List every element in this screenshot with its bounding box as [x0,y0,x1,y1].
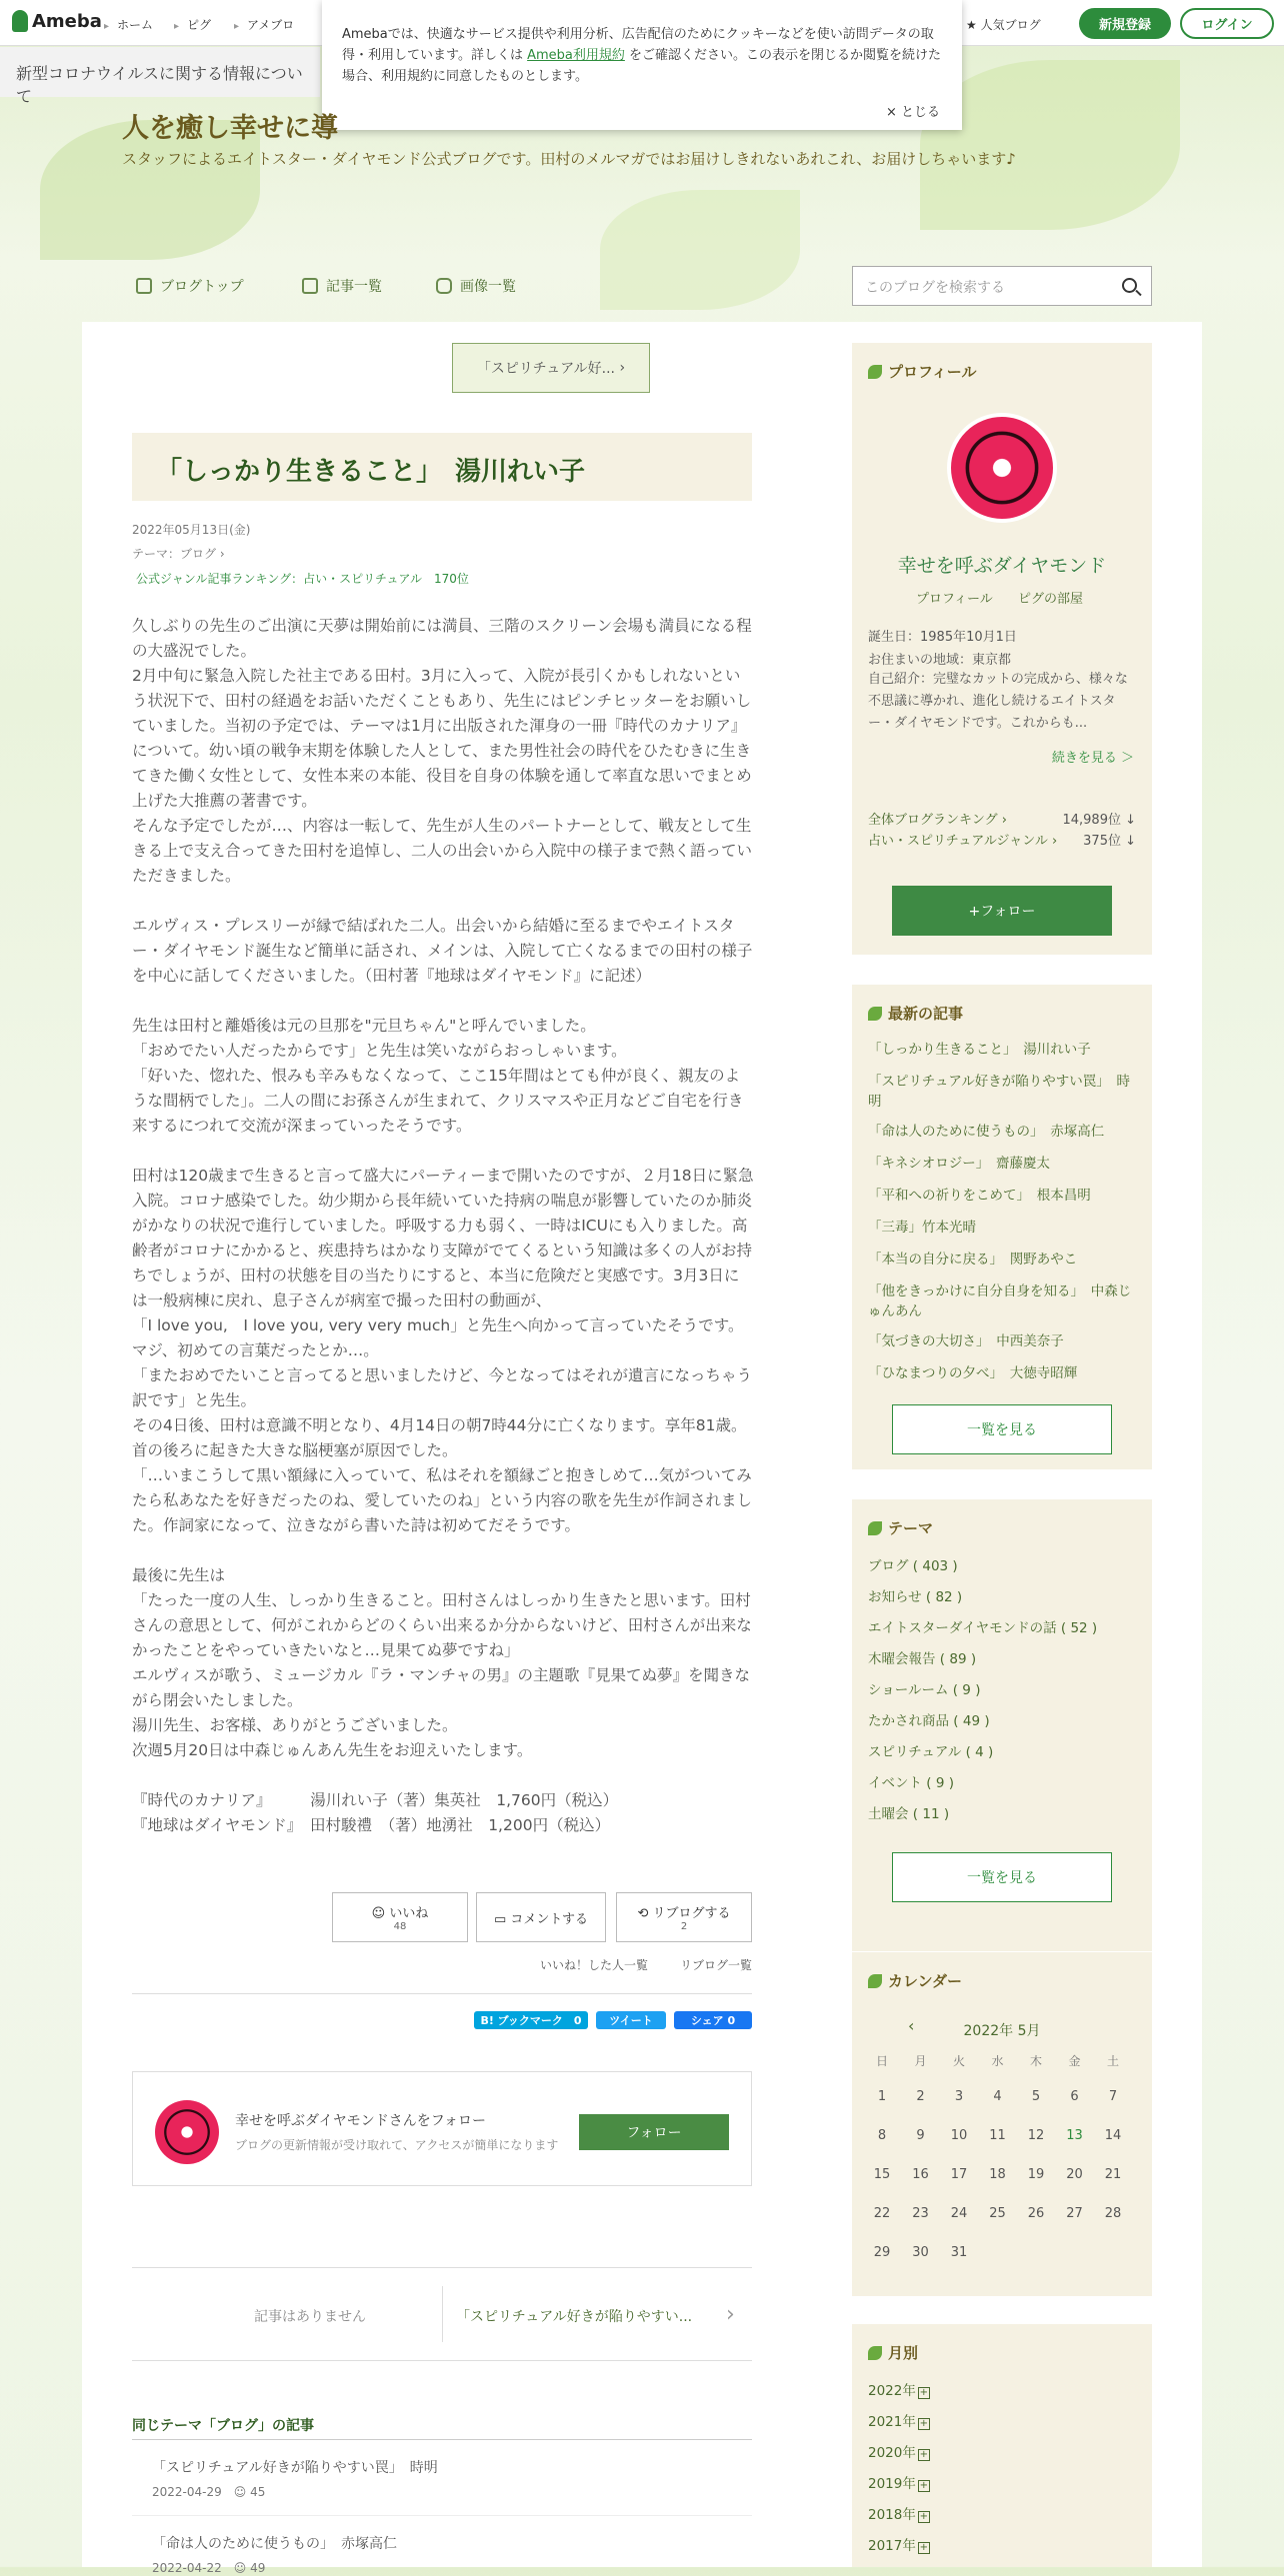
overall-ranking-value: 14,989位 ↓ [1062,813,1136,828]
calendar-day: 26 [1027,2206,1045,2221]
article-paragraph [132,889,754,914]
themes-more-button[interactable]: 一覧を見る [892,1852,1112,1902]
profile-more-link[interactable]: 続きを見る ＞ [1051,751,1134,766]
nav-article-list-label: 記事一覧 [326,279,382,295]
divider [132,2515,752,2516]
follow-button[interactable]: フォロー [579,2114,729,2150]
ranking-value: 占い・スピリチュアル 170位 [303,572,469,586]
recent-articles-widget [852,985,1152,1469]
calendar-day: 23 [912,2206,929,2221]
expand-plus-icon[interactable]: + [919,2387,929,2398]
follow-title: 幸せを呼ぶダイヤモンドさんをフォロー [235,2113,487,2129]
calendar-day: 27 [1066,2206,1083,2221]
cookie-banner [322,0,962,130]
nav-pigg[interactable]: ▸ ピグ [174,16,211,33]
theme-link[interactable]: お知らせ ( 82 ) [868,1589,963,1605]
calendar-day: 6 [1070,2089,1079,2104]
archive-year-link[interactable] [868,2472,930,2492]
cookie-text-2: をご確認ください。この表示を閉じるか閲覧を続けた場合、利用規約に同意したものとします。 [342,48,942,84]
profile-widget [852,343,1152,955]
blog-avatar[interactable] [155,2100,219,2164]
expand-plus-icon[interactable]: + [919,2511,929,2522]
terms-link[interactable]: Ameba利用規約 [527,48,625,63]
same-theme-item[interactable] [152,2533,397,2576]
calendar-weekday: 火 [952,2054,965,2068]
article-paragraph: 「好いた、惚れた、恨みも辛みもなくなって、ここ15年間はとても仲が良く、親友のような間柄でした」。二人の間にお孫さんが生まれて、クリスマスや正月などご自宅を行き来するにつれて交流が深まっていったそうです。 [132,1067,744,1135]
nav-ameblo[interactable]: ▸ アメブロ [234,16,294,33]
like-count: 48 [393,1921,407,1932]
expand-plus-icon[interactable]: + [919,2418,929,2429]
calendar-day: 22 [873,2206,891,2221]
archive-heading: 月別 [888,2344,919,2362]
next-article-label: 「スピリチュアル好きが陥りやすい... [456,2309,693,2325]
article-paragraph: 田村は120歳まで生きると言って盛大にパーティーまで開いたのですが、２月18日に緊急入院。コロナ感染でした。幼少期から長年続いていた持病の喘息が影響していたのか肺炎がかなりの状況で進行していました。呼吸する力も弱く、一時はICUにも入りました。高齢者がコロナにかかると、疾患持ちはかなり支障がでてくるという知識は多くの人がお持ちでしょうが、田村の状態を目の当たりにすると、本当に危険だと実感です。3月3日には一般病棟に戻れ、息子さんが病室で撮った田村の動画が、 [132,1167,754,1309]
recent-more-button[interactable]: 一覧を見る [892,1404,1112,1454]
calendar-day: 19 [1027,2167,1045,2182]
calendar-widget [852,1952,1152,2296]
login-button[interactable]: ログイン [1180,8,1274,39]
leaf-icon [868,1521,882,1535]
article-paragraph: 最後に先生は [132,1566,226,1584]
nav-blog-top-label: ブログトップ [160,279,244,295]
same-theme-likes: 49 [250,2561,266,2575]
calendar-weekday: 金 [1068,2054,1081,2068]
calendar-day[interactable]: 13 [1066,2128,1083,2143]
nav-image-list[interactable] [436,276,516,296]
article-theme-link[interactable]: テーマ：ブログ › [132,547,225,561]
genre-ranking-link[interactable]: 占い・スピリチュアルジャンル › [868,834,1058,849]
leaf-icon [868,2346,882,2360]
divider [132,1993,752,1994]
article-paragraph: 久しぶりの先生のご出演に天夢は開始前には満員、三階のスクリーン会場も満員になる程の大盛況でした。 [132,617,752,660]
same-theme-title: 「スピリチュアル好きが陥りやすい罠」 時明 [152,2460,438,2476]
sidebar-follow-button[interactable]: +フォロー [892,886,1112,936]
article-paragraph: 「…いまこうして黒い額縁に入っていて、私はそれを額縁ごと抱きしめて…気がついてみたら私あなたを好きだったのね、愛していたのね」という内容の歌を先生が作詞されました。作詞家になって、泣きながら書いた詩は初めてだそうです。 [132,1466,753,1534]
calendar-day: 28 [1104,2206,1122,2221]
same-theme-likes: 45 [250,2485,266,2499]
calendar-weekday: 月 [914,2054,927,2068]
same-theme-date: 2022-04-29 [152,2485,222,2499]
recent-article-link[interactable]: 「三毒」竹本光晴 [868,1220,976,1236]
archive-widget [852,2324,1152,2567]
smile-icon: ☺ [371,1906,386,1921]
calendar-day: 10 [950,2128,968,2143]
calendar-month: 2022年 5月 [963,2023,1041,2039]
nav-home[interactable]: ▸ ホーム [104,16,153,33]
recent-article-link[interactable]: 「本当の自分に戻る」 関野あやこ [868,1252,1078,1268]
register-button[interactable]: 新規登録 [1079,8,1171,39]
article-paragraph: 先生は田村と離婚後は元の旦那を"元旦ちゃん"と呼んでいました。 [132,1017,596,1035]
divider [442,2286,443,2342]
article-paragraph [132,1538,754,1563]
popular-blog-label: 人気ブログ [980,18,1041,32]
comment-button[interactable] [476,1892,606,1942]
calendar-day: 16 [912,2167,929,2182]
archive-year-label: 2020年 [868,2445,916,2461]
calendar-day: 1 [877,2089,887,2104]
archive-year-link[interactable] [868,2410,930,2430]
list-icon [302,278,318,294]
background-leaf [600,190,800,310]
nav-image-list-label: 画像一覧 [460,279,516,295]
nav-article-list[interactable] [302,276,382,296]
leaf-icon [868,365,882,379]
calendar-weekday: 土 [1106,2054,1119,2068]
calendar-weekday: 水 [991,2054,1004,2068]
article-paragraph: 湯川先生、お客様、ありがとうございました。 [132,1716,458,1734]
comment-label: コメントする [510,1911,589,1927]
calendar-day: 2 [916,2089,925,2104]
article-paragraph [132,1139,754,1164]
calendar-day: 4 [993,2089,1002,2104]
home-icon [136,278,152,294]
archive-year-label: 2022年 [868,2383,916,2399]
calendar-day: 20 [1066,2167,1083,2182]
covid-info-link[interactable]: 新型コロナウイルスに関する情報について [0,47,320,97]
profile-intro: 自己紹介：完璧なカットの完成から、様々な不思議に導かれ、進化し続けるエイトスター・ダイヤモンドです。これからも... [868,672,1128,731]
recent-article-link[interactable]: 「ひなまつりの夕べ」 大徳寺昭輝 [868,1365,1078,1381]
calendar-day: 18 [989,2167,1006,2182]
same-theme-date: 2022-04-22 [152,2561,222,2575]
theme-link[interactable]: イベント ( 9 ) [868,1775,954,1791]
comment-icon: ▭ [493,1911,507,1927]
profile-area: お住まいの地域：東京都 [868,653,1012,668]
archive-year-link[interactable] [868,2441,930,2461]
reblog-button[interactable] [616,1892,752,1942]
themes-widget [852,1499,1152,1951]
theme-link[interactable]: ショールーム ( 9 ) [868,1682,981,1698]
expand-plus-icon[interactable]: + [919,2542,929,2553]
calendar-day: 31 [950,2245,968,2260]
cookie-text-1: Amebaでは、快適なサービス提供や利用分析、広告配信のためにクッキーなどを使い訪問データの取得・利用しています。詳しくは [342,27,934,63]
archive-year-label: 2017年 [868,2538,916,2554]
expand-plus-icon[interactable]: + [919,2449,929,2460]
reblog-count: 2 [680,1921,688,1932]
search-placeholder: このブログを検索する [865,280,1005,296]
same-theme-heading: 同じテーマ「ブログ」の記事 [132,2418,314,2434]
archive-year-label: 2019年 [868,2476,916,2492]
article-paragraph: エルヴィスが歌う、ミュージカル『ラ・マンチャの男』の主題歌『見果てぬ夢』を聞きながら閉会いたしました。 [132,1666,750,1709]
reblog-icon: ⟲ [637,1906,649,1921]
themes-heading: テーマ [888,1519,934,1537]
calendar-day: 9 [916,2128,925,2143]
article-paragraph: 『時代のカナリア』 湯川れい子（著）集英社 1,760円（税込） [132,1791,619,1809]
theme-link[interactable]: エイトスターダイヤモンドの話 ( 52 ) [868,1620,1098,1636]
article-paragraph: 「またおめでたいこと言ってると思いましたけど、今となってはそれが遺言になっちゃう訳です」と先生。 [132,1366,753,1409]
overall-ranking-link[interactable]: 全体ブログランキング › [868,813,1007,828]
hatena-bookmark-button[interactable]: B! ブックマーク 0 [474,2011,588,2029]
like-icon: ☺ [233,2561,247,2575]
nav-blog-top[interactable] [136,276,244,296]
popular-blog-link[interactable]: ★ 人気ブログ [966,18,1041,32]
archive-year-link[interactable] [868,2379,930,2399]
like-label: いいね [389,1906,429,1921]
recent-article-link[interactable]: 「命は人のために使うもの」 赤塚高仁 [868,1124,1105,1140]
article-paragraph: そんな予定でしたが…、内容は一転して、先生が人生のパートナーとして、戦友として生きる上で支え合ってきた田村を追悼し、二人の出会いから入院中の様子まで熱く語っていただきました。 [132,817,753,885]
calendar-day: 25 [989,2206,1006,2221]
article-body [132,614,754,1838]
archive-year-label: 2018年 [868,2507,916,2523]
calendar-day: 7 [1108,2089,1118,2104]
ameba-logo-icon [12,10,28,32]
no-prev-article: 記事はありません [254,2309,366,2325]
like-icon: ☺ [233,2485,247,2499]
recent-article-link[interactable]: 「キネシオロジー」 齋藤慶太 [868,1156,1050,1172]
article-paragraph: 『地球はダイヤモンド』 田村駿禮 （著）地湧社 1,200円（税込） [132,1816,611,1834]
blog-title[interactable]: 人を癒し幸せに導 [122,113,338,144]
prev-article-label: 「スピリチュアル好... [476,361,616,377]
same-theme-item[interactable] [152,2457,438,2500]
recent-heading: 最新の記事 [888,1005,964,1023]
profile-heading: プロフィール [888,363,977,381]
calendar-day: 24 [950,2206,968,2221]
prev-article-button[interactable]: 「スピリチュアル好... › [452,343,650,393]
expand-plus-icon[interactable]: + [919,2480,929,2491]
article-paragraph: 「おめでたい人だったからです」と先生は笑いながらおっしゃいます。 [132,1042,627,1060]
article-pager [132,2267,752,2361]
ameba-logo[interactable]: Ameba [12,10,102,32]
genre-ranking-value: 375位 ↓ [1083,834,1136,849]
recent-article-link[interactable]: 「気づきの大切さ」 中西美奈子 [868,1333,1064,1349]
profile-link[interactable]: プロフィール [916,592,993,607]
article-paragraph: その4日後、田村は意識不明となり、4月14日の朝7時44分に亡くなります。享年81歳。首の後ろに起きた大きな脳梗塞が原因でした。 [132,1416,747,1459]
calendar-day: 14 [1104,2128,1122,2143]
recent-article-link[interactable]: 「平和への祈りをこめて」 根本昌明 [868,1188,1091,1204]
cookie-close-button[interactable]: × とじる [885,105,940,120]
blog-description: スタッフによるエイトスター・ダイヤモンド公式ブログです。田村のメルマガではお届けしきれないあれこれ、お届けしちゃいます♪ [122,150,1016,168]
reblog-label: リブログする [652,1906,731,1921]
leaf-icon [868,1007,882,1021]
article-paragraph: 2月中旬に緊急入院した社主である田村。3月に入って、入院が長引くかもしれないという状況下で、田村の経過をお話いただくこともあり、先生にはピンチヒッターをお願いしていました。当初の予定では、テーマは1月に出版された渾身の一冊『時代のカナリア』について。幼い頃の戦争末期を体験した人として、また男性社会の時代をひたむきに生きてきた働く女性として、女性本来の本能、役目を自身の体験を通して率直な思いでまとめ上げた大推薦の著書です。 [132,667,752,810]
next-article-link[interactable] [456,2302,735,2327]
article-paragraph: エルヴィス・プレスリーが縁で結ばれた二人。出会いから結婚に至るまでやエイトスター・ダイヤモンド誕生など簡単に話され、メインは、入院して亡くなるまでの田村の様子を中心に話してくださいました。（田村著『地球はダイヤモンド』に記述） [132,917,753,985]
recent-article-link[interactable]: 「しっかり生きること」 湯川れい子 [868,1042,1091,1058]
profile-name[interactable]: 幸せを呼ぶダイヤモンド [897,555,1107,577]
like-button[interactable] [332,1892,468,1942]
follow-subtitle: ブログの更新情報が受け取れて、アクセスが簡単になります [235,2138,559,2152]
archive-year-link[interactable] [868,2534,930,2554]
theme-link[interactable]: 木曜会報告 ( 89 ) [868,1651,977,1667]
article-paragraph: 「I love you, I love you, very very much」と先生へ向かって言っていたそうです。マジ、初めての言葉だったとか…。 [132,1316,744,1359]
follow-box [132,2071,752,2186]
calendar-weekday: 木 [1029,2054,1042,2068]
camera-icon [436,278,452,294]
calendar-day: 15 [873,2167,891,2182]
recent-article-link[interactable]: 「他をきっかけに自分自身を知る」 中森じゅんあん [868,1284,1132,1319]
theme-link[interactable]: スピリチュアル ( 4 ) [868,1744,994,1760]
calendar-prev-icon[interactable]: ‹ [908,2016,915,2035]
calendar-day: 11 [989,2128,1006,2143]
calendar-day: 12 [1027,2128,1045,2143]
article-title[interactable]: 「しっかり生きること」 湯川れい子 [132,433,752,501]
calendar-day: 29 [873,2245,891,2260]
search-icon[interactable] [1122,278,1137,293]
ranking-label: 公式ジャンル記事ランキング： [136,572,304,586]
divider [132,2439,752,2440]
theme-link[interactable]: ブログ ( 403 ) [868,1558,958,1574]
calendar-weekday: 日 [875,2054,888,2068]
pigg-room-link[interactable]: ピグの部屋 [1018,592,1084,607]
tweet-button[interactable]: ツイート [596,2011,666,2029]
reblog-list-link[interactable]: リブログ一覧 [680,1958,753,1972]
profile-birthday: 誕生日：1985年10月1日 [868,630,1017,645]
calendar-day: 30 [912,2245,929,2260]
profile-avatar[interactable] [947,413,1057,523]
calendar-day: 3 [954,2089,964,2104]
article-date: 2022年05月13日(金) [132,523,251,537]
liked-users-link[interactable]: いいね！した人一覧 [540,1958,649,1972]
calendar-heading: カレンダー [888,1972,963,1990]
recent-article-link[interactable]: 「スピリチュアル好きが陥りやすい罠」 時明 [868,1074,1131,1110]
calendar-day: 8 [877,2128,887,2143]
same-theme-title: 「命は人のために使うもの」 赤塚高仁 [152,2536,397,2552]
leaf-icon [868,1974,882,1988]
archive-year-label: 2021年 [868,2414,916,2430]
theme-link[interactable]: たかされ商品 ( 49 ) [868,1713,990,1729]
article-paragraph [132,1763,754,1788]
blog-search-input[interactable] [852,266,1152,306]
chevron-right-icon: › [726,2302,735,2327]
archive-year-link[interactable] [868,2503,930,2523]
article-paragraph [132,989,754,1014]
facebook-share-button[interactable]: シェア 0 [674,2011,752,2029]
calendar-day: 5 [1031,2089,1041,2104]
ranking-line[interactable] [136,570,469,587]
calendar-day: 17 [950,2167,968,2182]
article-paragraph: 「たった一度の人生、しっかり生きること。田村さんはしっかり生きたと思います。田村さんの意思として、何がこれからどのくらい出来るか分からないけど、田村さんが出来なかったことをやっていきたいなと…見果てぬ夢ですね」 [132,1591,752,1659]
article-paragraph: 次週5月20日は中森じゅんあん先生をお迎えいたします。 [132,1741,533,1759]
calendar-day: 21 [1104,2167,1122,2182]
theme-link[interactable]: 土曜会 ( 11 ) [868,1806,950,1822]
